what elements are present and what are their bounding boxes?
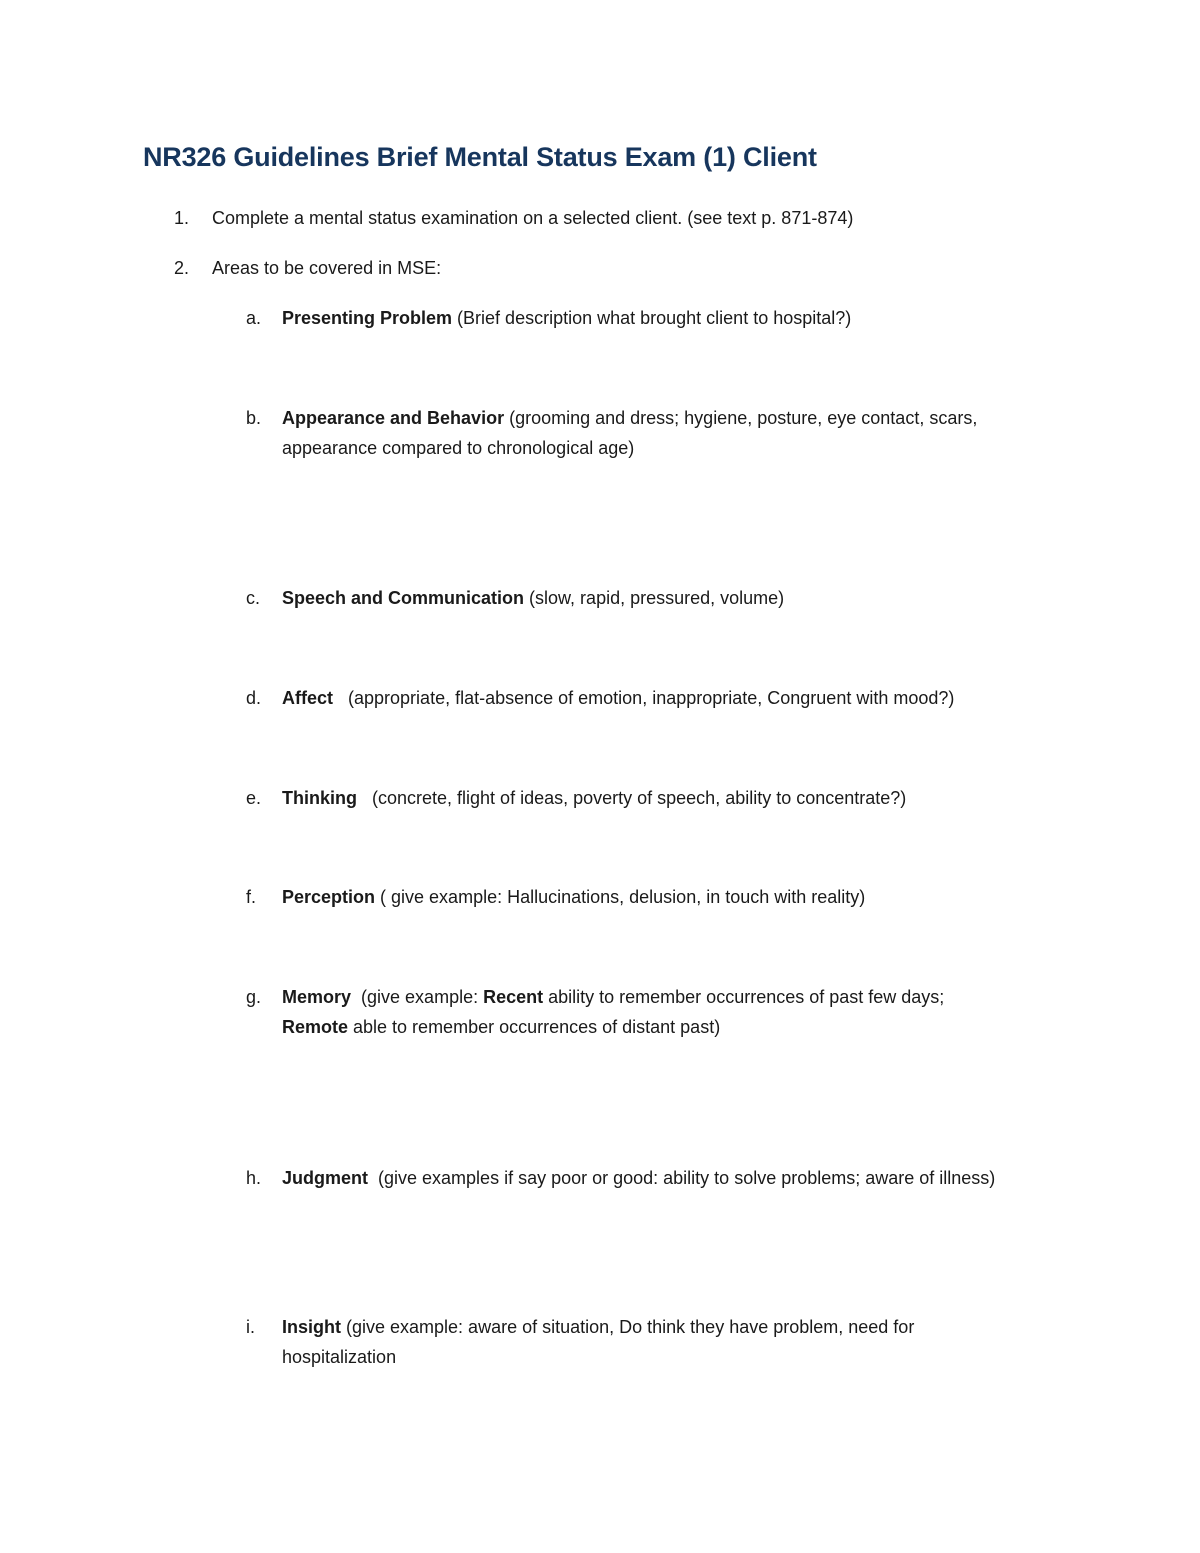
area-description: (concrete, flight of ideas, poverty of speech, ability to concentrate?) [357, 788, 907, 808]
area-heading: Memory [282, 987, 352, 1007]
numbered-item-text: Complete a mental status examination on a selected client. (see text p. 871-874) [212, 208, 854, 228]
area-description: (Brief description what brought client to hospital?) [452, 308, 852, 328]
area-item-memory [246, 982, 1072, 1042]
area-item-judgment [246, 1163, 1072, 1193]
area-item-affect [246, 683, 1072, 713]
area-item-presenting-problem [246, 303, 1072, 333]
area-item-insight [246, 1312, 992, 1372]
area-item-appearance-behavior [246, 403, 1042, 463]
memory-remote-description: able to remember occurrences of distant past) [348, 1017, 721, 1037]
list-marker: 1. [174, 208, 190, 228]
area-description: (grooming and dress; hygiene, posture, eye contact, scars, appearance compared to chronological age) [282, 408, 978, 458]
area-description: ( give example: Hallucinations, delusion, in touch with reality) [375, 887, 866, 907]
list-marker: i. [246, 1317, 255, 1337]
area-item-thinking [246, 783, 1072, 813]
area-description: (give examples if say poor or good: ability to solve problems; aware of illness) [368, 1168, 996, 1188]
area-heading: Appearance and Behavior [282, 408, 505, 428]
list-marker: h. [246, 1168, 262, 1188]
area-heading: Presenting Problem [282, 308, 453, 328]
area-heading: Judgment [282, 1168, 369, 1188]
area-item-speech-communication [246, 583, 1072, 613]
memory-recent-description: ability to remember occurrences of past few days; [543, 987, 945, 1007]
area-heading: Affect [282, 688, 334, 708]
area-description: (slow, rapid, pressured, volume) [524, 588, 785, 608]
list-marker: a. [246, 308, 262, 328]
list-marker: e. [246, 788, 262, 808]
area-heading: Speech and Communication [282, 588, 525, 608]
list-marker: g. [246, 987, 262, 1007]
numbered-item-2 [174, 258, 441, 279]
area-heading: Perception [282, 887, 376, 907]
page-title: NR326 Guidelines Brief Mental Status Exam (1) Client [143, 142, 817, 172]
list-marker: c. [246, 588, 261, 608]
memory-remote-label: Remote [282, 1017, 349, 1037]
area-description: (give example: aware of situation, Do think they have problem, need for hospitalization [282, 1317, 915, 1367]
area-heading: Thinking [282, 788, 357, 808]
numbered-item-text: Areas to be covered in MSE: [212, 258, 442, 278]
area-description: (appropriate, flat-absence of emotion, inappropriate, Congruent with mood?) [333, 688, 955, 708]
area-heading: Insight [282, 1317, 341, 1337]
list-marker: b. [246, 408, 262, 428]
list-marker: f. [246, 887, 257, 907]
area-description: (give example: [351, 987, 484, 1007]
list-marker: 2. [174, 258, 190, 278]
area-item-perception [246, 882, 1072, 912]
list-marker: d. [246, 688, 262, 708]
memory-recent-label: Recent [483, 987, 544, 1007]
numbered-item-1 [174, 208, 853, 229]
